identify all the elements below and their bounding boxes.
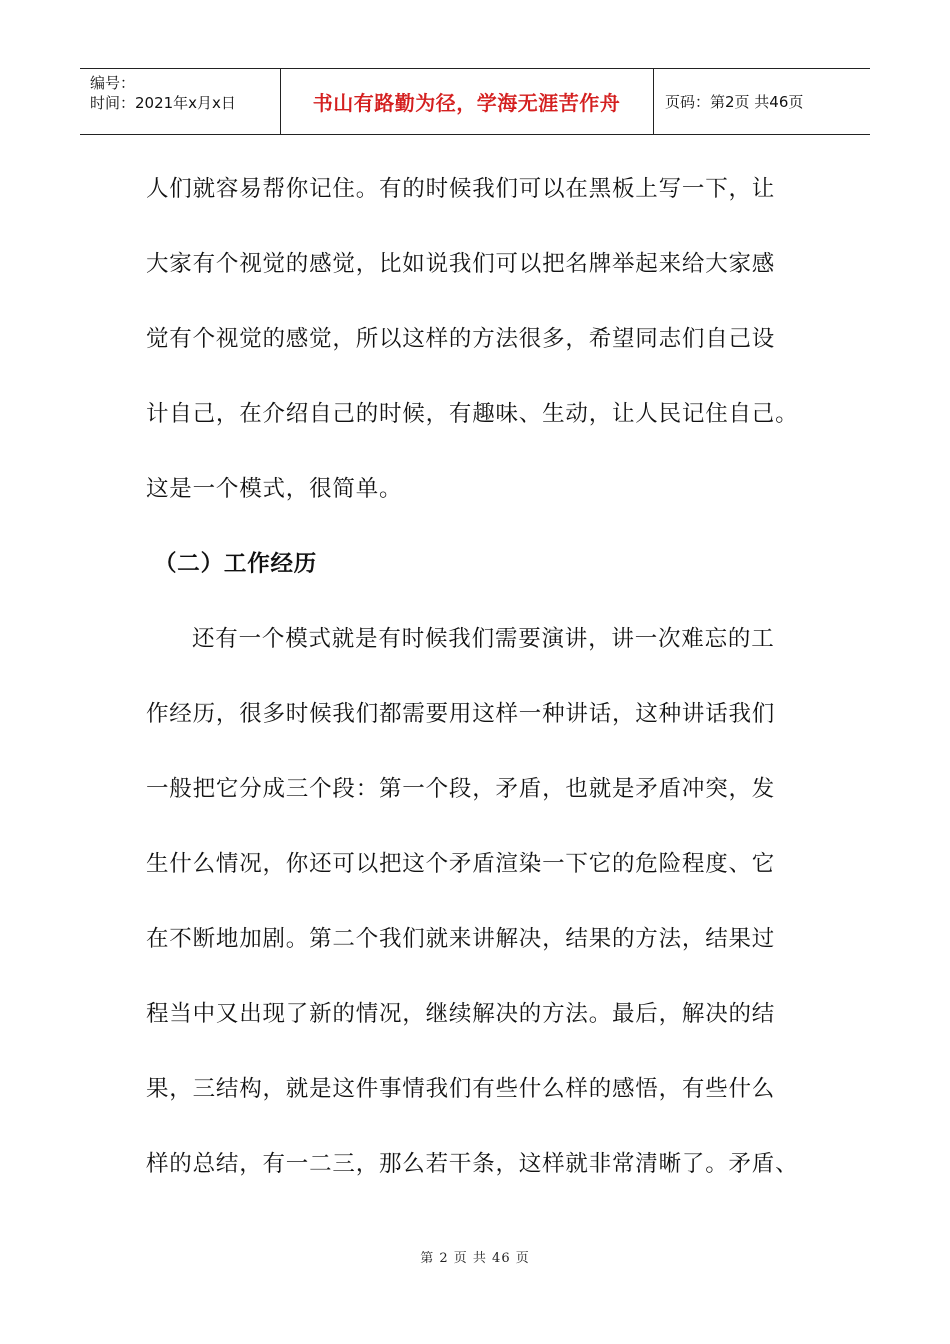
paragraph-line: 样的总结，有一二三，那么若干条，这样就非常清晰了。矛盾、	[146, 1151, 799, 1177]
header-page-info: 页码：第2页 共46页	[665, 93, 804, 111]
paragraph-line: 作经历，很多时候我们都需要用这样一种讲话，这种讲话我们	[146, 701, 776, 727]
paragraph-line: 一般把它分成三个段：第一个段，矛盾，也就是矛盾冲突，发	[146, 776, 776, 802]
paragraph-line: 程当中又出现了新的情况，继续解决的方法。最后，解决的结	[146, 1001, 776, 1027]
header-motto: 书山有路勤为径，学海无涯苦作舟	[312, 91, 621, 115]
section-heading: （二）工作经历	[154, 551, 318, 577]
document-number-label: 编号：	[90, 74, 136, 92]
paragraph-line: 这是一个模式，很简单。	[146, 476, 403, 502]
paragraph-line: 大家有个视觉的感觉，比如说我们可以把名牌举起来给大家感	[146, 251, 776, 277]
header-divider	[653, 69, 654, 134]
header-meta	[90, 73, 236, 113]
paragraph-line: 生什么情况，你还可以把这个矛盾渲染一下它的危险程度、它	[146, 851, 776, 877]
paragraph-line: 还有一个模式就是有时候我们需要演讲，讲一次难忘的工	[192, 626, 775, 652]
paragraph-line: 果，三结构，就是这件事情我们有些什么样的感悟，有些什么	[146, 1076, 776, 1102]
paragraph-line: 觉有个视觉的感觉，所以这样的方法很多，希望同志们自己设	[146, 326, 776, 352]
page-footer: 第 2 页 共 46 页	[420, 1251, 530, 1266]
page-header	[80, 68, 870, 135]
paragraph-line: 计自己，在介绍自己的时候，有趣味、生动，让人民记住自己。	[146, 401, 799, 427]
document-date-label: 时间：2021年x月x日	[90, 94, 236, 112]
paragraph-line: 在不断地加剧。第二个我们就来讲解决，结果的方法，结果过	[146, 926, 776, 952]
paragraph-line: 人们就容易帮你记住。有的时候我们可以在黑板上写一下，让	[146, 176, 776, 202]
document-body	[146, 152, 826, 1202]
